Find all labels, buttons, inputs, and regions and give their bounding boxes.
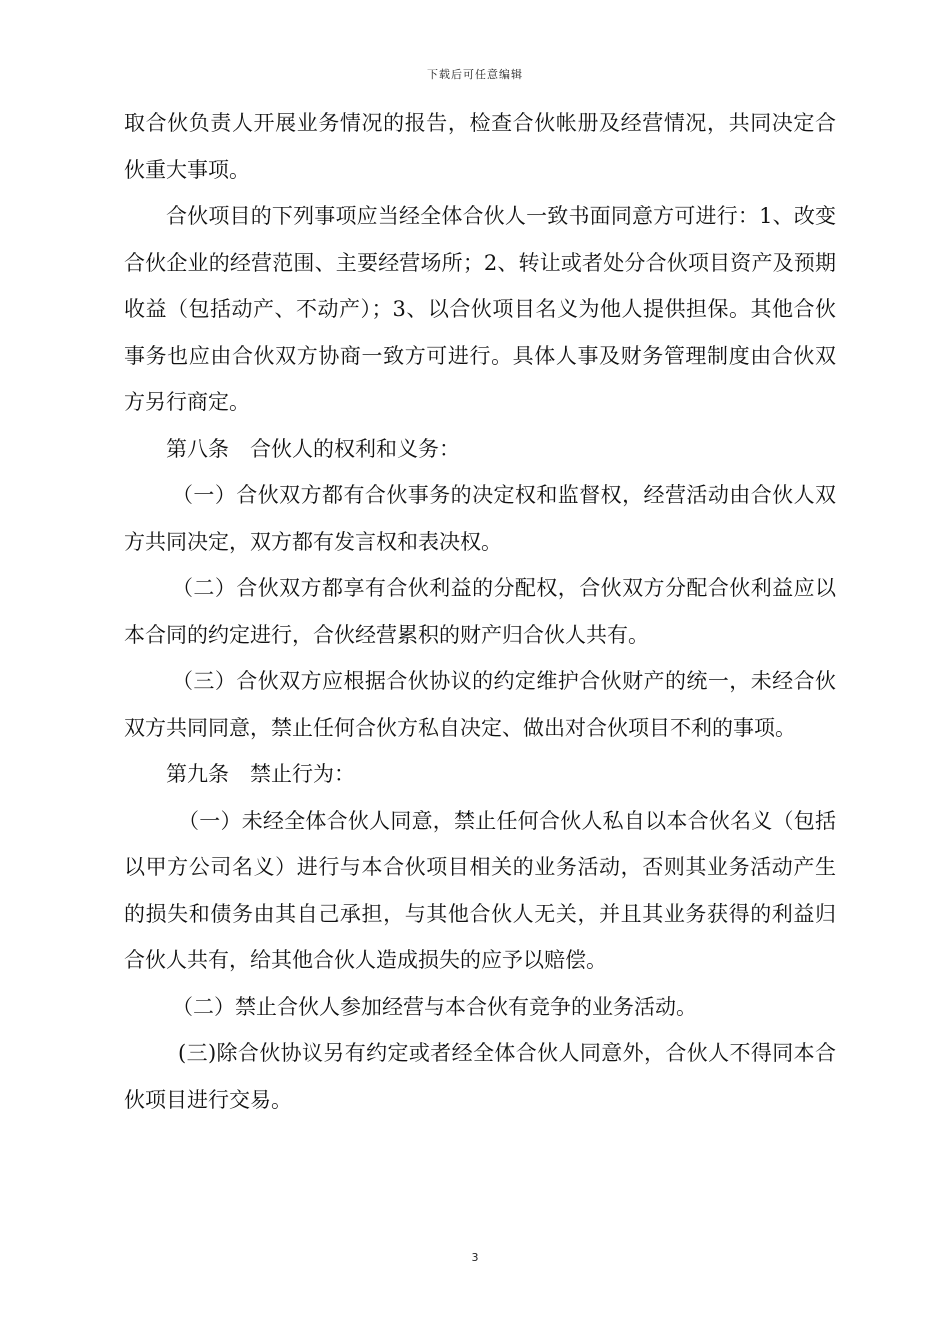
article-8-item-2: （二）合伙双方都享有合伙利益的分配权，合伙双方分配合伙利益应以本合同的约定进行，合伙经营累积的财产归合伙人共有。 [124, 576, 836, 647]
article-9-item-2: （二）禁止合伙人参加经营与本合伙有竞争的业务活动。 [172, 994, 697, 1019]
page-number: 3 [471, 1251, 479, 1264]
paragraph-continuation: 取合伙负责人开展业务情况的报告，检查合伙帐册及经营情况，共同决定合伙重大事项。 [124, 111, 836, 182]
article-9-heading: 第九条 禁止行为： [166, 762, 355, 786]
article-8-item-3: （三）合伙双方应根据合伙协议的约定维护合伙财产的统一，未经合伙双方共同同意，禁止任何合伙方私自决定、做出对合伙项目不利的事项。 [124, 669, 836, 740]
paragraph-consent-matters: 合伙项目的下列事项应当经全体合伙人一致书面同意方可进行：1、改变合伙企业的经营范围、主要经营场所；2、转让或者处分合伙项目资产及预期收益（包括动产、不动产）；3、以合伙项目名义为他人提供担保。其他合伙事务也应由合伙双方协商一致方可进行。具体人事及财务管理制度由合伙双方另行商定。 [124, 204, 836, 414]
article-9-item-1: （一）未经全体合伙人同意，禁止任何合伙人私自以本合伙名义（包括以甲方公司名义）进行与本合伙项目相关的业务活动，否则其业务活动产生的损失和债务由其自己承担，与其他合伙人无关，并且其业务获得的利益归合伙人共有，给其他合伙人造成损失的应予以赔偿。 [124, 808, 836, 972]
page-header-note: 下载后可任意编辑 [427, 68, 523, 81]
article-9-item-3: (三)除合伙协议另有约定或者经全体合伙人同意外，合伙人不得同本合伙项目进行交易。 [124, 1041, 836, 1112]
article-8-heading: 第八条 合伙人的权利和义务： [166, 436, 460, 461]
article-8-item-1: （一）合伙双方都有合伙事务的决定权和监督权，经营活动由合伙人双方共同决定，双方都有发言权和表决权。 [124, 483, 836, 554]
document-body [124, 100, 836, 1123]
